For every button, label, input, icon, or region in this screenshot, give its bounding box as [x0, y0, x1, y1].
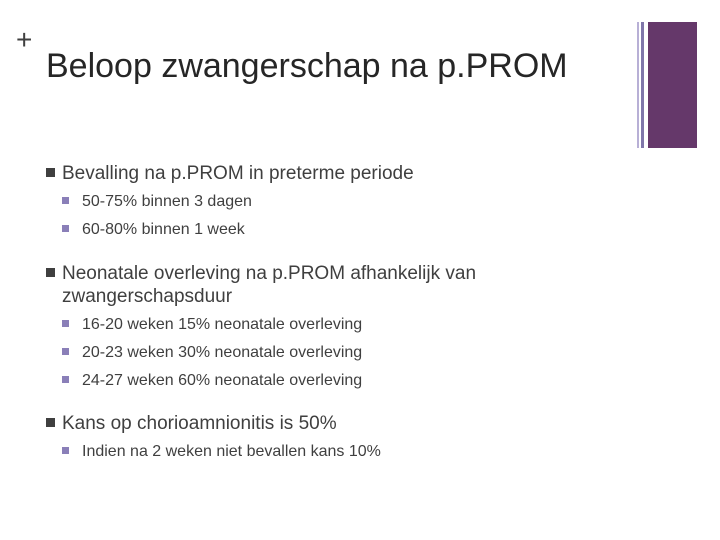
square-bullet-icon [62, 320, 69, 327]
bullet-text [62, 262, 622, 308]
slide-title: Beloop zwangerschap na p.PROM [46, 47, 568, 85]
bullet-text-line: Neonatale overleving na p.PROM afhankelijk van [62, 263, 477, 284]
square-bullet-icon [46, 268, 55, 277]
sub-bullet-text: 24-27 weken 60% neonatale overleving [82, 372, 363, 389]
square-bullet-icon [62, 348, 69, 355]
square-bullet-icon [62, 447, 69, 454]
bullet-text-line: zwangerschapsduur [62, 286, 233, 307]
square-bullet-icon [62, 225, 69, 232]
plus-symbol: + [16, 24, 33, 55]
bullet-text: Bevalling na p.PROM in preterme periode [62, 163, 414, 184]
square-bullet-icon [46, 418, 55, 427]
bullet-text: Kans op chorioamnionitis is 50% [62, 413, 337, 434]
square-bullet-icon [62, 376, 69, 383]
sub-bullet-text: 50-75% binnen 3 dagen [82, 193, 252, 210]
sub-bullet-text: 16-20 weken 15% neonatale overleving [82, 316, 363, 333]
sub-bullet-text: Indien na 2 weken niet bevallen kans 10% [82, 443, 381, 460]
sub-bullet-text: 60-80% binnen 1 week [82, 221, 245, 238]
square-bullet-icon [62, 197, 69, 204]
sub-bullet-text: 20-23 weken 30% neonatale overleving [82, 344, 363, 361]
square-bullet-icon [46, 168, 55, 177]
